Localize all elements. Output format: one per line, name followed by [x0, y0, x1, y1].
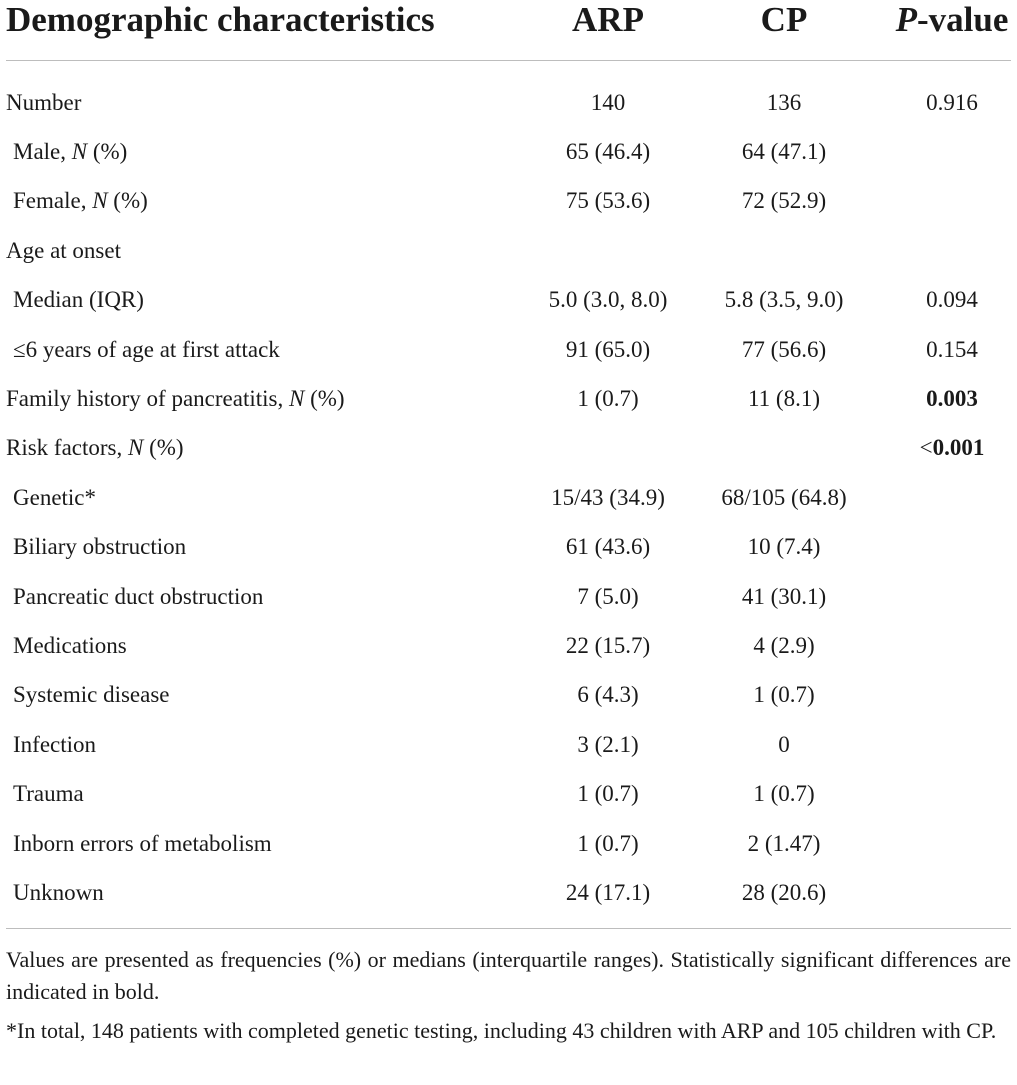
row-label [6, 435, 184, 461]
top-rule [6, 60, 1011, 61]
row-label-italic: N [71, 139, 88, 164]
row-label [6, 386, 345, 412]
p-value: 0.154 [926, 337, 978, 362]
arp-value: 1 (0.7) [577, 831, 639, 856]
footnote-genetic: *In total, 148 patients with completed genetic testing, including 43 children with ARP and 105 children with CP. [6, 1018, 997, 1043]
arp-value: 91 (65.0) [565, 337, 651, 362]
table-row [0, 337, 1017, 386]
table-header-row [0, 0, 1017, 48]
table-row [0, 386, 1017, 435]
row-label: Pancreatic duct obstruction [13, 584, 264, 609]
cp-value: 28 (20.6) [741, 880, 827, 905]
table-row [0, 781, 1017, 830]
table-row [0, 732, 1017, 781]
cp-value: 41 (30.1) [741, 584, 827, 609]
footnote-values: Values are presented as frequencies (%) or medians (interquartile ranges). Statistically significant differences are indicated in bold. [6, 947, 1011, 1004]
p-value: 0.094 [926, 287, 978, 312]
row-label-italic: N [92, 188, 108, 213]
row-label: Trauma [13, 781, 84, 806]
table-row [0, 880, 1017, 929]
row-label: Inborn errors of metabolism [13, 831, 272, 856]
arp-value: 75 (53.6) [565, 188, 651, 213]
row-label-text: Male, [13, 139, 72, 164]
arp-value: 1 (0.7) [577, 781, 639, 806]
table-row [0, 485, 1017, 534]
p-value-significant: 0.003 [926, 386, 978, 411]
row-label: Genetic* [13, 485, 97, 510]
cp-value: 11 (8.1) [748, 386, 820, 411]
table-row [0, 633, 1017, 682]
header-p-rest: -value [917, 0, 1009, 39]
arp-value: 61 (43.6) [565, 534, 651, 559]
row-label-italic: N [128, 435, 144, 460]
row-label: Biliary obstruction [13, 534, 187, 559]
table-row [0, 287, 1017, 336]
row-label-italic: N [288, 386, 305, 411]
row-label [13, 188, 148, 214]
arp-value: 15/43 (34.9) [551, 485, 665, 510]
arp-value: 24 (17.1) [565, 880, 651, 905]
row-label [13, 139, 127, 165]
table-row [0, 238, 1017, 287]
row-label-suffix: (%) [87, 139, 128, 164]
arp-value: 3 (2.1) [577, 732, 639, 757]
row-label: Systemic disease [13, 682, 170, 707]
row-label-text: Family history of pancreatitis, [6, 386, 289, 411]
cp-value: 4 (2.9) [753, 633, 815, 658]
bottom-rule [6, 928, 1011, 929]
arp-value: 22 (15.7) [565, 633, 651, 658]
row-label: Medications [13, 633, 127, 658]
cp-value: 1 (0.7) [753, 781, 815, 806]
cp-value: 0 [778, 732, 790, 757]
row-label-text: Risk factors, [6, 435, 129, 460]
row-label: Age at onset [6, 238, 121, 263]
cp-value: 2 (1.47) [747, 831, 821, 856]
p-value: 0.916 [926, 90, 978, 115]
row-label: Number [6, 90, 82, 115]
header-p-italic: P [895, 0, 917, 39]
header-arp: ARP [572, 0, 644, 39]
cp-value: 68/105 (64.8) [721, 485, 847, 510]
cp-value: 72 (52.9) [741, 188, 827, 213]
table-row [0, 90, 1017, 139]
arp-value: 65 (46.4) [565, 139, 651, 164]
table-row [0, 682, 1017, 731]
header-p-value [896, 0, 1009, 40]
p-value-number: 0.001 [932, 435, 985, 460]
row-label: ≤6 years of age at first attack [13, 337, 280, 362]
table-row [0, 139, 1017, 188]
arp-value: 6 (4.3) [577, 682, 639, 707]
row-label-suffix: (%) [143, 435, 184, 460]
cp-value: 1 (0.7) [753, 682, 815, 707]
row-label-suffix: (%) [304, 386, 345, 411]
cp-value: 5.8 (3.5, 9.0) [724, 287, 844, 312]
row-label: Infection [13, 732, 97, 757]
p-value-significant [920, 435, 985, 461]
arp-value: 1 (0.7) [577, 386, 639, 411]
cp-value: 136 [766, 90, 802, 115]
cp-value: 64 (47.1) [741, 139, 827, 164]
table-row [0, 534, 1017, 583]
cp-value: 77 (56.6) [741, 337, 827, 362]
row-label: Unknown [13, 880, 104, 905]
row-label-suffix: (%) [107, 188, 148, 213]
table-row [0, 584, 1017, 633]
row-label: Median (IQR) [13, 287, 144, 312]
row-label-text: Female, [13, 188, 93, 213]
header-cp: CP [760, 0, 808, 39]
header-characteristics: Demographic characteristics [6, 0, 435, 39]
arp-value: 7 (5.0) [577, 584, 639, 609]
arp-value: 5.0 (3.0, 8.0) [548, 287, 668, 312]
p-value-prefix: < [919, 435, 933, 460]
table-row [0, 831, 1017, 880]
cp-value: 10 (7.4) [747, 534, 821, 559]
arp-value: 140 [590, 90, 626, 115]
table-row [0, 435, 1017, 484]
table-row [0, 188, 1017, 237]
